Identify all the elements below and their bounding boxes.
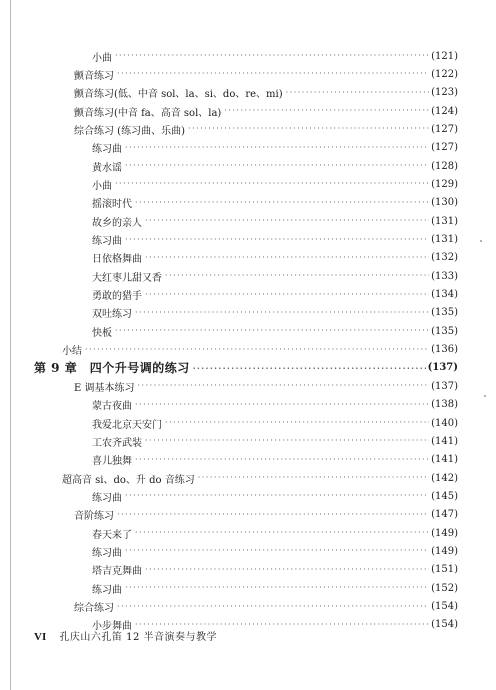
dot-leader bbox=[125, 546, 429, 556]
toc-entry bbox=[92, 450, 458, 470]
toc-page-number: (142) bbox=[431, 472, 458, 484]
dot-leader bbox=[85, 345, 429, 355]
toc-page-number: (149) bbox=[431, 545, 458, 557]
dot-leader bbox=[224, 106, 429, 116]
toc-page-number: (145) bbox=[431, 490, 458, 502]
toc-entry-title: 小步舞曲 bbox=[92, 621, 132, 633]
toc-entry-title: 黄水谣 bbox=[92, 162, 122, 174]
toc-page-number: (123) bbox=[431, 87, 458, 99]
toc-entry bbox=[92, 560, 458, 580]
dot-leader bbox=[188, 124, 429, 134]
toc-page-number: (130) bbox=[431, 197, 458, 209]
toc-entry-title: 摇滚时代 bbox=[92, 199, 132, 211]
toc-entry bbox=[74, 64, 458, 84]
dot-leader bbox=[117, 69, 429, 79]
toc-entry-title: 综合练习 bbox=[74, 603, 114, 614]
toc-entry-title: 勇敢的猎手 bbox=[92, 291, 142, 303]
toc-page-number: (141) bbox=[431, 435, 458, 447]
toc-page-number: (149) bbox=[431, 527, 458, 539]
toc-page-number: (137) bbox=[427, 362, 458, 374]
scan-speck bbox=[484, 395, 486, 397]
toc-entry bbox=[92, 303, 458, 323]
toc-entry-title: 练习曲 bbox=[92, 492, 122, 504]
toc-entry-title: 小结 bbox=[62, 346, 82, 358]
toc-entry-title: 蒙古夜曲 bbox=[92, 401, 132, 413]
toc-entry bbox=[62, 340, 458, 360]
toc-page-number: (140) bbox=[431, 417, 458, 429]
dot-leader bbox=[117, 510, 429, 520]
toc-entry-title: 练习曲 bbox=[92, 547, 122, 559]
toc-entry bbox=[92, 321, 458, 341]
dot-leader bbox=[115, 326, 429, 336]
toc-entry bbox=[74, 119, 458, 139]
toc-entry-title: 综合练习 (练习曲、乐曲) bbox=[74, 125, 185, 137]
dot-leader bbox=[135, 455, 429, 465]
toc-entry bbox=[62, 468, 458, 488]
footer-page-number: VI bbox=[34, 631, 47, 643]
toc-entry bbox=[92, 285, 458, 305]
toc-entry-title: 大红枣儿甜又香 bbox=[92, 272, 162, 284]
toc-page-number: (129) bbox=[431, 178, 458, 190]
dot-leader bbox=[145, 216, 429, 226]
scan-speck bbox=[480, 240, 482, 242]
dot-leader bbox=[135, 528, 429, 538]
toc-entry-title: 塔吉克舞曲 bbox=[92, 566, 142, 578]
chapter-heading-row bbox=[34, 358, 458, 378]
toc-page-number: (131) bbox=[431, 234, 458, 245]
toc-entry-title: 快板 bbox=[92, 327, 112, 339]
dot-leader bbox=[286, 88, 429, 98]
toc-entry-title: 我爱北京天安门 bbox=[92, 419, 162, 431]
toc-page-number: (133) bbox=[431, 270, 458, 282]
toc-entry-title: 日依格舞曲 bbox=[92, 254, 142, 266]
page-footer bbox=[34, 628, 217, 643]
dot-leader bbox=[145, 436, 429, 446]
toc-entry-title: 颤音练习(中音 fa、高音 sol、la) bbox=[74, 107, 222, 119]
toc-entry bbox=[92, 156, 458, 176]
toc-page-number: (151) bbox=[431, 564, 458, 576]
dot-leader bbox=[145, 253, 429, 263]
footer-book-title: 孔庆山六孔笛 12 半音演奏与教学 bbox=[59, 632, 218, 643]
dot-leader bbox=[135, 198, 429, 208]
toc-page-number: (122) bbox=[431, 68, 458, 80]
toc-entry-title: 颤音练习(低、中音 sol、la、si、do、re、mi) bbox=[74, 89, 283, 101]
dot-leader bbox=[165, 418, 429, 428]
toc-entry-title: 练习曲 bbox=[92, 584, 122, 596]
dot-leader bbox=[165, 271, 429, 281]
dot-leader bbox=[135, 308, 429, 318]
dot-leader bbox=[125, 583, 429, 593]
dot-leader bbox=[145, 565, 429, 575]
chapter-title: 第 9 章 四个升号调的练习 bbox=[34, 361, 190, 376]
toc-entry-title: 工农齐武装 bbox=[92, 437, 142, 449]
toc-entry-title: 故乡的亲人 bbox=[92, 217, 142, 229]
toc-page-number: (132) bbox=[431, 252, 458, 264]
dot-leader bbox=[115, 51, 429, 61]
toc-entry bbox=[92, 395, 458, 415]
toc-entry-title: 音阶练习 bbox=[74, 511, 114, 523]
toc-page-number: (127) bbox=[431, 123, 458, 135]
toc-entry-title: 喜儿独舞 bbox=[92, 456, 132, 468]
toc-page-number: (137) bbox=[431, 380, 458, 392]
toc-entry-title: 春天来了 bbox=[92, 529, 132, 541]
dot-leader bbox=[137, 381, 429, 391]
toc-entry bbox=[74, 376, 458, 396]
dot-leader bbox=[135, 400, 429, 410]
toc-entry bbox=[92, 248, 458, 268]
toc-entry-title: 练习曲 bbox=[92, 236, 122, 247]
toc-page-number: (152) bbox=[431, 582, 458, 594]
toc-page-number: (135) bbox=[431, 325, 458, 337]
toc-entry bbox=[92, 486, 458, 506]
toc-entry bbox=[92, 193, 458, 213]
toc-entry-title: 小曲 bbox=[92, 180, 112, 192]
dot-leader bbox=[125, 161, 429, 171]
toc-entry bbox=[92, 578, 458, 598]
toc-entry-title: E 调基本练习 bbox=[74, 382, 135, 394]
toc-page-number: (135) bbox=[431, 307, 458, 319]
toc-entry bbox=[74, 101, 458, 121]
toc-entry bbox=[92, 266, 458, 286]
toc-entry-title: 颤音练习 bbox=[74, 70, 114, 82]
toc-page-number: (136) bbox=[431, 344, 458, 356]
toc-page-number: (131) bbox=[431, 215, 458, 227]
dot-leader bbox=[117, 602, 429, 612]
toc-page-number: (124) bbox=[431, 105, 458, 117]
toc-entry bbox=[92, 138, 458, 158]
toc-page-number: (154) bbox=[431, 619, 458, 631]
toc-page-number: (154) bbox=[431, 601, 458, 612]
toc-page-number: (138) bbox=[431, 399, 458, 411]
toc-entry bbox=[92, 211, 458, 231]
toc-entry bbox=[92, 46, 458, 66]
dot-leader bbox=[193, 363, 426, 373]
toc-entry bbox=[92, 174, 458, 194]
toc-entry bbox=[92, 413, 458, 433]
toc-page-number: (147) bbox=[431, 509, 458, 521]
dot-leader bbox=[125, 491, 429, 501]
dot-leader bbox=[125, 143, 429, 153]
toc-page-number: (127) bbox=[431, 142, 458, 154]
toc-entry-title: 双吐练习 bbox=[92, 309, 132, 321]
toc-entry bbox=[92, 230, 458, 250]
dot-leader bbox=[115, 179, 429, 189]
toc-entry-title: 小曲 bbox=[92, 52, 112, 64]
toc-entry bbox=[92, 523, 458, 543]
toc-entry bbox=[74, 83, 458, 103]
toc-entry-title: 练习曲 bbox=[92, 144, 122, 156]
toc-page-number: (134) bbox=[431, 289, 458, 301]
toc-entry-title: 超高音 si、do、升 do 音练习 bbox=[62, 474, 195, 486]
toc-page-number: (141) bbox=[431, 454, 458, 466]
toc-entry bbox=[74, 597, 458, 617]
toc-entry bbox=[92, 541, 458, 561]
toc-page-number: (128) bbox=[431, 160, 458, 172]
toc-entry bbox=[92, 431, 458, 451]
toc-page-number: (121) bbox=[431, 50, 458, 62]
dot-leader bbox=[125, 235, 429, 245]
dot-leader bbox=[145, 290, 429, 300]
toc-entry bbox=[74, 505, 458, 525]
dot-leader bbox=[198, 473, 429, 483]
